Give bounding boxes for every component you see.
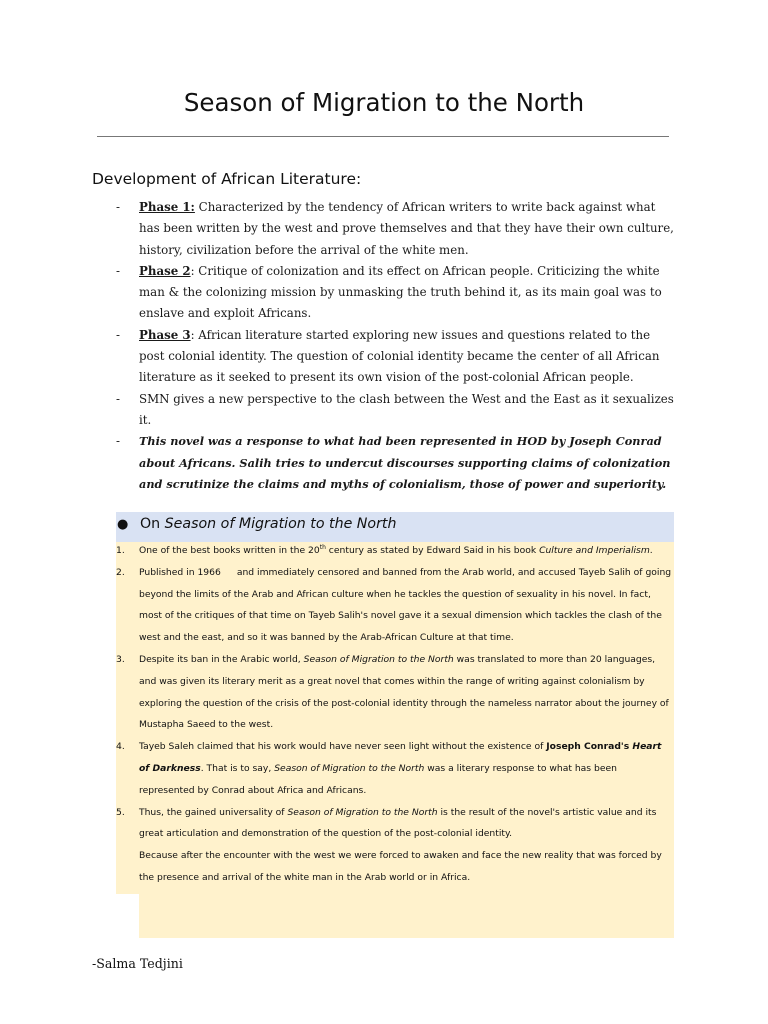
phase-text: : Critique of colonization and its effect on African people. Criticizing the white man & the colonizing mission by unmasking the truth behind it, as its main goal was to enslave and exploit Africans. xyxy=(139,263,662,321)
item-text: is the result of the novel's artistic value and its great articulation and demonstration of the question of the post-colonial identity. xyxy=(139,806,657,840)
book-title: Season of Migration to the North xyxy=(274,762,425,774)
closing-text: Because after the encounter with the west we were forced to awaken and face the new reality that was forced by the presence and arrival of the white man in the Arab world or in Africa. xyxy=(139,850,662,883)
bullet-icon: ● xyxy=(117,517,129,532)
item-text: was translated to more than 20 languages, and was given its literary merit as a great novel that comes within the range of writing against colonialism by exploring the question of the crisis of the post-colonial identity through the nameless narrator about the journey of Mustapha Saeed to the west. xyxy=(139,653,669,731)
list-item xyxy=(0,540,674,562)
phase-label: Phase 2 xyxy=(139,263,191,278)
list-item xyxy=(0,562,674,649)
author-name: Joseph Conrad's xyxy=(546,741,633,753)
list-text: SMN gives a new perspective to the clash between the West and the East as it sexualizes it. xyxy=(139,391,674,427)
author-signature: -Salma Tedjini xyxy=(92,956,183,971)
emphasis-text: This novel was a response to what had been represented in HOD by Joseph Conrad about Africans. Salih tries to undercut discourses supporting claims of colonization and scrutinize the claims and myths of colonialism, those of power and superiority. xyxy=(139,434,671,491)
closing-paragraph xyxy=(0,845,674,889)
list-item xyxy=(0,389,674,432)
phase-label: Phase 1: xyxy=(139,200,195,214)
section-heading: Development of African Literature: xyxy=(92,170,362,188)
phase-label: Phase 3 xyxy=(139,327,191,342)
book-title: Culture and Imperialism xyxy=(539,545,650,556)
superscript: th xyxy=(319,543,326,551)
box-heading-prefix: On xyxy=(140,516,165,532)
item-text: Thus, the gained universality of xyxy=(139,806,288,818)
page-title: Season of Migration to the North xyxy=(183,88,585,117)
item-text: Published in 1966 xyxy=(139,566,221,578)
numbered-list xyxy=(0,540,768,889)
item-text: Tayeb Saleh claimed that his work would have never seen light without the existence of xyxy=(139,741,547,753)
list-item xyxy=(0,261,674,325)
item-number: 1. xyxy=(116,545,125,556)
dash-bullet: - xyxy=(116,263,120,278)
book-title: Season of Migration to the North xyxy=(287,806,438,818)
book-title: Heart of Darkness xyxy=(139,741,662,774)
item-number: 2. xyxy=(116,566,125,578)
list-item xyxy=(0,736,674,801)
box-heading-title: Season of Migration to the North xyxy=(164,516,397,532)
item-text: . That is to say, xyxy=(200,762,275,774)
item-number: 4. xyxy=(116,741,125,753)
dash-bullet: - xyxy=(116,327,120,342)
box-heading-text xyxy=(140,516,397,532)
item-number: 5. xyxy=(116,806,125,818)
list-item xyxy=(0,431,674,495)
list-item xyxy=(0,649,674,736)
item-text: and immediately censored and banned from the Arab world, and accused Tayeb Salih of going beyond the limits of the Arab and African culture when he tackles the question of sexuality in his novel. In fact, most of the critiques of that time on Tayeb Salih's novel gave it a sexual dimension which tackles the clash of the west and the east, and so it was banned by the Arab-African Culture at that time. xyxy=(139,566,672,644)
item-number: 3. xyxy=(116,653,125,665)
dash-bullet: - xyxy=(116,200,120,214)
dash-bullet: - xyxy=(116,434,120,449)
item-text: . xyxy=(649,545,653,556)
phases-list xyxy=(0,197,768,495)
item-text: One of the best books written in the 20 xyxy=(139,545,320,556)
book-title: Season of Migration to the North xyxy=(303,653,454,665)
item-text: century as stated by Edward Said in his book xyxy=(325,545,540,556)
list-item xyxy=(0,325,674,389)
list-item xyxy=(0,802,674,846)
dash-bullet: - xyxy=(116,391,120,406)
title-divider xyxy=(97,136,669,137)
phase-text: Characterized by the tendency of African writers to write back against what has been written by the west and prove themselves and that they have their own culture, history, civilization before the arrival of the white men. xyxy=(139,200,674,257)
item-text: Despite its ban in the Arabic world, xyxy=(139,653,304,665)
box-heading xyxy=(116,512,674,542)
list-item xyxy=(0,197,674,261)
phase-text: : African literature started exploring new issues and questions related to the post colonial identity. The question of colonial identity became the center of all African literature as it seeked to present its own vision of the post-colonial African people. xyxy=(139,327,660,385)
item-text: was a literary response to what has been represented by Conrad about Africa and Africans. xyxy=(139,762,617,796)
